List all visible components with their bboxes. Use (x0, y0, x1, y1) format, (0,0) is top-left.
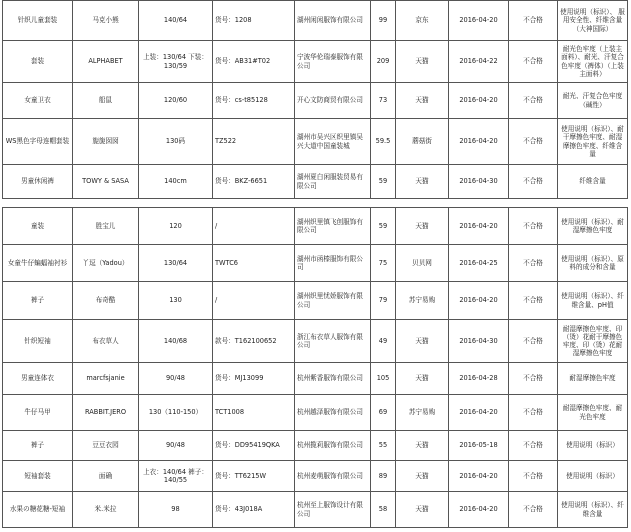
failed-items-cell: 耐湿摩擦色牢度、印（烫）花耐干摩擦色牢度、印（烫）花耐湿摩擦色牢度 (558, 320, 628, 363)
failed-items-cell: 使用说明（标识）、原料的成分和含量 (558, 245, 628, 282)
failed-items-cell: 使用说明（标识）、纤维含量 (558, 492, 628, 528)
date-cell: 2016-04-20 (449, 282, 509, 320)
maker-cell: 湖州市吴兴区织里镇吴兴大道中国童装城 (295, 119, 371, 165)
date-cell: 2016-04-22 (449, 41, 509, 83)
brand-cell: 船鼠 (73, 83, 139, 119)
maker-cell: 湖州织里镇飞创服饰有限公司 (295, 208, 371, 245)
model-cell: TWTC6 (213, 245, 295, 282)
spec-cell: 98 (139, 492, 213, 528)
table-row (3, 41, 628, 83)
platform-cell: 贝贝网 (396, 245, 449, 282)
table-row (3, 1, 628, 41)
score-cell: 69 (371, 395, 396, 431)
failed-items-cell: 使用说明（标识）、纤维含量、pH值 (558, 282, 628, 320)
brand-cell: 胜宝儿 (73, 208, 139, 245)
result-cell: 不合格 (509, 282, 558, 320)
score-cell: 59 (371, 208, 396, 245)
date-cell: 2016-04-20 (449, 208, 509, 245)
platform-cell: 蘑菇街 (396, 119, 449, 165)
model-cell: 货号：43J018A (213, 492, 295, 528)
product-name-cell: 短袖套装 (3, 461, 73, 492)
product-name-cell: 男童休闲裤 (3, 165, 73, 199)
date-cell: 2016-05-18 (449, 431, 509, 461)
table-row (3, 320, 628, 363)
brand-cell: 米.米拉 (73, 492, 139, 528)
maker-cell: 杭州揽莉服饰有限公司 (295, 431, 371, 461)
failed-items-cell: 使用说明（标识） (558, 461, 628, 492)
spec-cell: 120/60 (139, 83, 213, 119)
brand-cell: 豆豆衣园 (73, 431, 139, 461)
date-cell: 2016-04-25 (449, 245, 509, 282)
failed-items-cell: 纤维含量 (558, 165, 628, 199)
score-cell: 105 (371, 363, 396, 395)
table-row (3, 461, 628, 492)
platform-cell: 天猫 (396, 208, 449, 245)
platform-cell: 苏宁易购 (396, 282, 449, 320)
result-cell: 不合格 (509, 83, 558, 119)
model-cell: 货号：BKZ-6651 (213, 165, 295, 199)
product-name-cell: 裤子 (3, 431, 73, 461)
product-name-cell: 水果の糖花糖-短袖 (3, 492, 73, 528)
maker-cell: 杭州紫香服饰有限公司 (295, 363, 371, 395)
spec-cell: 140/68 (139, 320, 213, 363)
spec-cell: 140/64 (139, 1, 213, 41)
model-cell: 货号：DD95419QKA (213, 431, 295, 461)
result-cell: 不合格 (509, 395, 558, 431)
model-cell: 货号：MJ13099 (213, 363, 295, 395)
failed-items-cell: 耐湿摩擦色牢度 (558, 363, 628, 395)
table-row (3, 431, 628, 461)
spec-cell: 120 (139, 208, 213, 245)
platform-cell: 天猫 (396, 492, 449, 528)
result-cell: 不合格 (509, 165, 558, 199)
spec-cell: 上装：130/64 下装：130/59 (139, 41, 213, 83)
maker-cell: 杭州越泽服饰有限公司 (295, 395, 371, 431)
result-cell: 不合格 (509, 320, 558, 363)
failed-items-cell: 耐光、汗复合色牢度（碱性） (558, 83, 628, 119)
table-row (3, 363, 628, 395)
date-cell: 2016-04-20 (449, 461, 509, 492)
brand-cell: 布奇酷 (73, 282, 139, 320)
date-cell: 2016-04-30 (449, 165, 509, 199)
maker-cell: 湖州夏白闲服装贸易有限公司 (295, 165, 371, 199)
product-name-cell: 童装 (3, 208, 73, 245)
failed-items-cell: 耐湿摩擦色牢度、耐光色牢度 (558, 395, 628, 431)
score-cell: 49 (371, 320, 396, 363)
maker-cell: 宁波华伦瑞泰服饰有限公司 (295, 41, 371, 83)
table-row (3, 165, 628, 199)
score-cell: 73 (371, 83, 396, 119)
product-name-cell: 牛仔马甲 (3, 395, 73, 431)
table-row (3, 245, 628, 282)
platform-cell: 天猫 (396, 363, 449, 395)
product-name-cell: 男童连体衣 (3, 363, 73, 395)
score-cell: 58 (371, 492, 396, 528)
result-cell: 不合格 (509, 431, 558, 461)
failed-items-cell: 使用说明（标识）、耐干摩擦色牢度、耐湿摩擦色牢度、纤维含量 (558, 119, 628, 165)
spec-cell: 130/64 (139, 245, 213, 282)
brand-cell: 面确 (73, 461, 139, 492)
product-name-cell: 针织儿童套装 (3, 1, 73, 41)
score-cell: 209 (371, 41, 396, 83)
product-name-cell: 套装 (3, 41, 73, 83)
result-cell: 不合格 (509, 1, 558, 41)
platform-cell: 天猫 (396, 41, 449, 83)
platform-cell: 天猫 (396, 320, 449, 363)
table-row (3, 492, 628, 528)
brand-cell: ALPHABET (73, 41, 139, 83)
brand-cell: 旎旎囡囡 (73, 119, 139, 165)
model-cell: 款号：T162100652 (213, 320, 295, 363)
brand-cell: RABBIT.JERO (73, 395, 139, 431)
platform-cell: 天猫 (396, 83, 449, 119)
model-cell: TCT1008 (213, 395, 295, 431)
date-cell: 2016-04-20 (449, 119, 509, 165)
result-cell: 不合格 (509, 119, 558, 165)
score-cell: 55 (371, 431, 396, 461)
platform-cell: 苏宁易购 (396, 395, 449, 431)
maker-cell: 杭州至上服饰设计有限公司 (295, 492, 371, 528)
score-cell: 79 (371, 282, 396, 320)
platform-cell: 天猫 (396, 431, 449, 461)
brand-cell: 丫逗（Yadou） (73, 245, 139, 282)
model-cell: 货号：cs-t85128 (213, 83, 295, 119)
product-name-cell: 女童卫衣 (3, 83, 73, 119)
failed-items-cell: 使用说明（标识）、耐湿摩擦色牢度 (558, 208, 628, 245)
maker-cell: 开心文防商贸有限公司 (295, 83, 371, 119)
product-name-cell: 女童牛仔蝙蝠袖衬衫 (3, 245, 73, 282)
brand-cell: 马克小熊 (73, 1, 139, 41)
score-cell: 59.5 (371, 119, 396, 165)
spec-cell: 130码 (139, 119, 213, 165)
spec-cell: 130（110-150） (139, 395, 213, 431)
spec-cell: 上衣：140/64 裤子：140/55 (139, 461, 213, 492)
result-cell: 不合格 (509, 492, 558, 528)
brand-cell: marcfsjanie (73, 363, 139, 395)
failed-items-cell: 使用说明（标识） (558, 431, 628, 461)
platform-cell: 京东 (396, 1, 449, 41)
date-cell: 2016-04-20 (449, 83, 509, 119)
spec-cell: 90/48 (139, 363, 213, 395)
platform-cell: 天猫 (396, 165, 449, 199)
maker-cell: 浙江布衣草人服饰有限公司 (295, 320, 371, 363)
date-cell: 2016-04-20 (449, 1, 509, 41)
date-cell: 2016-04-20 (449, 395, 509, 431)
date-cell: 2016-04-20 (449, 492, 509, 528)
model-cell: TZ522 (213, 119, 295, 165)
spec-cell: 130 (139, 282, 213, 320)
date-cell: 2016-04-28 (449, 363, 509, 395)
table-row (3, 395, 628, 431)
table-row (3, 282, 628, 320)
product-name-cell: 裤子 (3, 282, 73, 320)
spec-cell: 90/48 (139, 431, 213, 461)
failed-items-cell: 耐光色牢度（上装主面料）、耐光、汗复合色牢度（裤体）（上装主面料） (558, 41, 628, 83)
result-cell: 不合格 (509, 208, 558, 245)
spec-cell: 140cm (139, 165, 213, 199)
failed-items-cell: 使用说明（标识）、 服用安全性、纤维含量（大神国际） (558, 1, 628, 41)
brand-cell: TOWY & SASA (73, 165, 139, 199)
platform-cell: 天猫 (396, 461, 449, 492)
result-cell: 不合格 (509, 461, 558, 492)
score-cell: 59 (371, 165, 396, 199)
result-cell: 不合格 (509, 41, 558, 83)
score-cell: 89 (371, 461, 396, 492)
date-cell: 2016-04-30 (449, 320, 509, 363)
model-cell: 货号：AB31#T02 (213, 41, 295, 83)
product-name-cell: WS黑色字母连帽套装 (3, 119, 73, 165)
maker-cell: 杭州麦萌服饰有限公司 (295, 461, 371, 492)
maker-cell: 湖州织里忧娇服饰有限公司 (295, 282, 371, 320)
result-cell: 不合格 (509, 245, 558, 282)
maker-cell: 湖州闲闲服饰有限公司 (295, 1, 371, 41)
model-cell: / (213, 208, 295, 245)
table-row (3, 83, 628, 119)
table-row (3, 208, 628, 245)
product-name-cell: 针织短袖 (3, 320, 73, 363)
score-cell: 99 (371, 1, 396, 41)
model-cell: 货号：TT6215W (213, 461, 295, 492)
maker-cell: 湖州市函榛服饰有限公司 (295, 245, 371, 282)
result-cell: 不合格 (509, 363, 558, 395)
model-cell: 货号：1208 (213, 1, 295, 41)
inspection-table-lower (2, 207, 628, 528)
table-row (3, 119, 628, 165)
brand-cell: 布衣草人 (73, 320, 139, 363)
inspection-table-upper (2, 0, 628, 199)
score-cell: 75 (371, 245, 396, 282)
model-cell: / (213, 282, 295, 320)
